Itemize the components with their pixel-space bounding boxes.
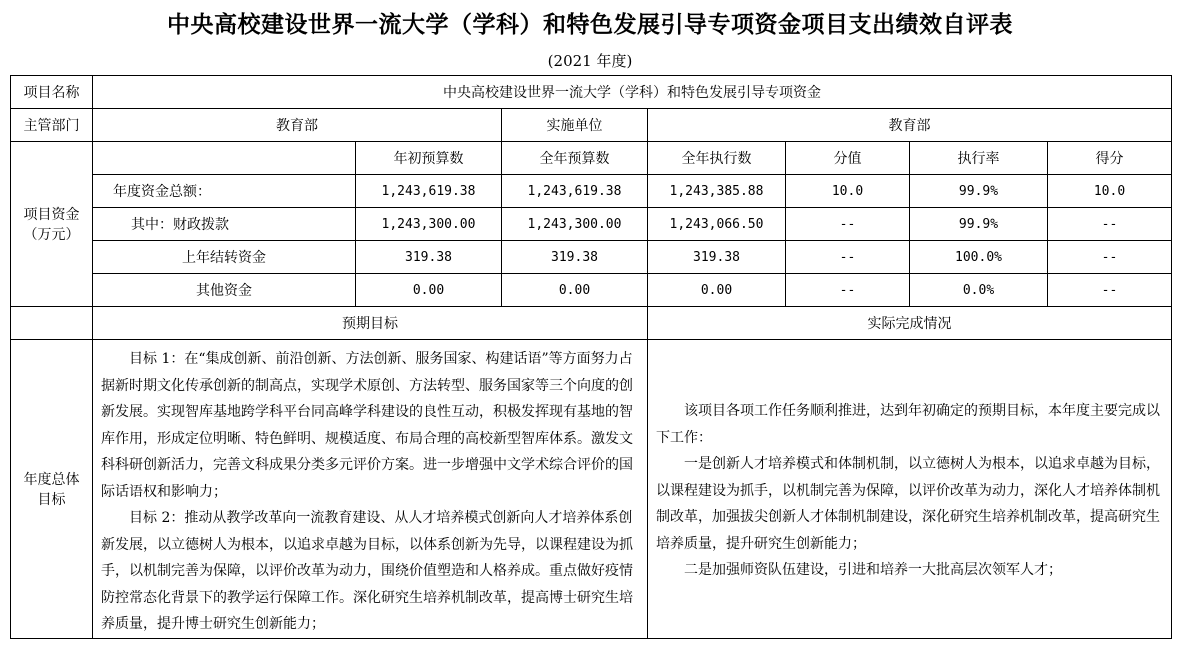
fund-cell: 1,243,066.50 xyxy=(648,208,786,241)
fund-cell: -- xyxy=(1048,274,1172,307)
fund-header: 分值 xyxy=(786,142,910,175)
fund-cell: 1,243,619.38 xyxy=(502,175,648,208)
fund-label xyxy=(11,142,93,307)
fund-header-blank xyxy=(93,142,356,175)
expected-goals xyxy=(93,340,648,639)
expected-label: 预期目标 xyxy=(93,307,648,340)
fund-header: 全年执行数 xyxy=(648,142,786,175)
fund-cell: -- xyxy=(1048,208,1172,241)
fund-row xyxy=(11,274,1172,307)
actual-results xyxy=(648,340,1172,639)
result-paragraph: 该项目各项工作任务顺利推进，达到年初确定的预期目标，本年度主要完成以下工作： xyxy=(656,403,1160,446)
fund-header: 全年预算数 xyxy=(502,142,648,175)
fund-cell: 319.38 xyxy=(648,241,786,274)
fund-row-label: 上年结转资金 xyxy=(93,241,356,274)
fund-cell: -- xyxy=(786,208,910,241)
goal-header-row xyxy=(11,307,1172,340)
result-paragraph: 二是加强师资队伍建设，引进和培养一大批高层次领军人才； xyxy=(684,562,1062,578)
fund-label-line2: （万元） xyxy=(23,227,80,243)
annual-goal-label-line2: 目标 xyxy=(37,491,66,508)
fund-cell: 0.00 xyxy=(356,274,502,307)
department-row xyxy=(11,109,1172,142)
dept-label: 主管部门 xyxy=(11,109,93,142)
fund-row-label: 其他资金 xyxy=(93,274,356,307)
goal-paragraph: 目标 2：推动从教学改革向一流教育建设、从人才培养模式创新向人才培养体系创新发展，以立德树人为根本，以追求卓越为目标，以体系创新为先导，以课程建设为抓手，以机制完善为保障，以评价改革为动力，围绕价值塑造和人格养成。重点做好疫情防控常态化背景下的教学运行保障工作。深化研究生培养机制改革，提高博士研究生培养质量，提升博士研究生创新能力； xyxy=(101,510,633,632)
dept-value: 教育部 xyxy=(93,109,502,142)
goal-row xyxy=(11,340,1172,639)
fund-cell: 100.0% xyxy=(910,241,1048,274)
fund-row xyxy=(11,208,1172,241)
fund-cell: 1,243,385.88 xyxy=(648,175,786,208)
fund-cell: 0.00 xyxy=(502,274,648,307)
fund-cell: 10.0 xyxy=(786,175,910,208)
goal-paragraph: 目标 1：在“集成创新、前沿创新、方法创新、服务国家、构建话语”等方面努力占据新时期文化传承创新的制高点，实现学术原创、方法转型、服务国家等三个向度的创新发展。实现智库基地跨学科平台同高峰学科建设的良性互动，积极发挥现有基地的智库作用，形成定位明晰、特色鲜明、规模适度、布局合理的高校新型智库体系。激发文科科研创新活力，完善文科成果分类多元评价方案。进一步增强中文学术综合评价的国际话语权和影响力； xyxy=(101,351,633,500)
fund-label-line1: 项目资金 xyxy=(23,207,80,223)
project-name-row xyxy=(11,76,1172,109)
fund-row-label: 其中：财政拨款 xyxy=(93,208,356,241)
fund-cell: 0.0% xyxy=(910,274,1048,307)
fund-header: 得分 xyxy=(1048,142,1172,175)
actual-label: 实际完成情况 xyxy=(648,307,1172,340)
fund-cell: 319.38 xyxy=(502,241,648,274)
page-title: 中央高校建设世界一流大学（学科）和特色发展引导专项资金项目支出绩效自评表 xyxy=(167,12,1013,38)
fund-cell: 10.0 xyxy=(1048,175,1172,208)
impl-value: 教育部 xyxy=(648,109,1172,142)
project-name-value: 中央高校建设世界一流大学（学科）和特色发展引导专项资金 xyxy=(93,76,1172,109)
performance-table xyxy=(10,75,1172,639)
fund-cell: 319.38 xyxy=(356,241,502,274)
fund-cell: 1,243,300.00 xyxy=(356,208,502,241)
fund-cell: 99.9% xyxy=(910,175,1048,208)
fund-cell: 0.00 xyxy=(648,274,786,307)
annual-goal-label-line1: 年度总体 xyxy=(23,471,80,488)
goal-header-blank xyxy=(11,307,93,340)
fund-header: 年初预算数 xyxy=(356,142,502,175)
fund-row-label: 年度资金总额： xyxy=(93,175,356,208)
fund-row xyxy=(11,241,1172,274)
fund-cell: -- xyxy=(1048,241,1172,274)
report-year: (2021 年度) xyxy=(547,52,633,70)
fund-cell: 1,243,619.38 xyxy=(356,175,502,208)
fund-cell: 99.9% xyxy=(910,208,1048,241)
fund-cell: -- xyxy=(786,241,910,274)
fund-row xyxy=(11,175,1172,208)
impl-label: 实施单位 xyxy=(502,109,648,142)
project-name-label: 项目名称 xyxy=(11,76,93,109)
result-paragraph: 一是创新人才培养模式和体制机制，以立德树人为根本，以追求卓越为目标，以课程建设为抓手，以机制完善为保障，以评价改革为动力，深化人才培养体制机制改革，加强拔尖创新人才体制机制建设，深化研究生培养机制改革，提高研究生培养质量，提升研究生创新能力； xyxy=(656,456,1160,552)
fund-header: 执行率 xyxy=(910,142,1048,175)
fund-cell: -- xyxy=(786,274,910,307)
fund-header-row xyxy=(11,142,1172,175)
fund-cell: 1,243,300.00 xyxy=(502,208,648,241)
annual-goal-label xyxy=(11,340,93,639)
